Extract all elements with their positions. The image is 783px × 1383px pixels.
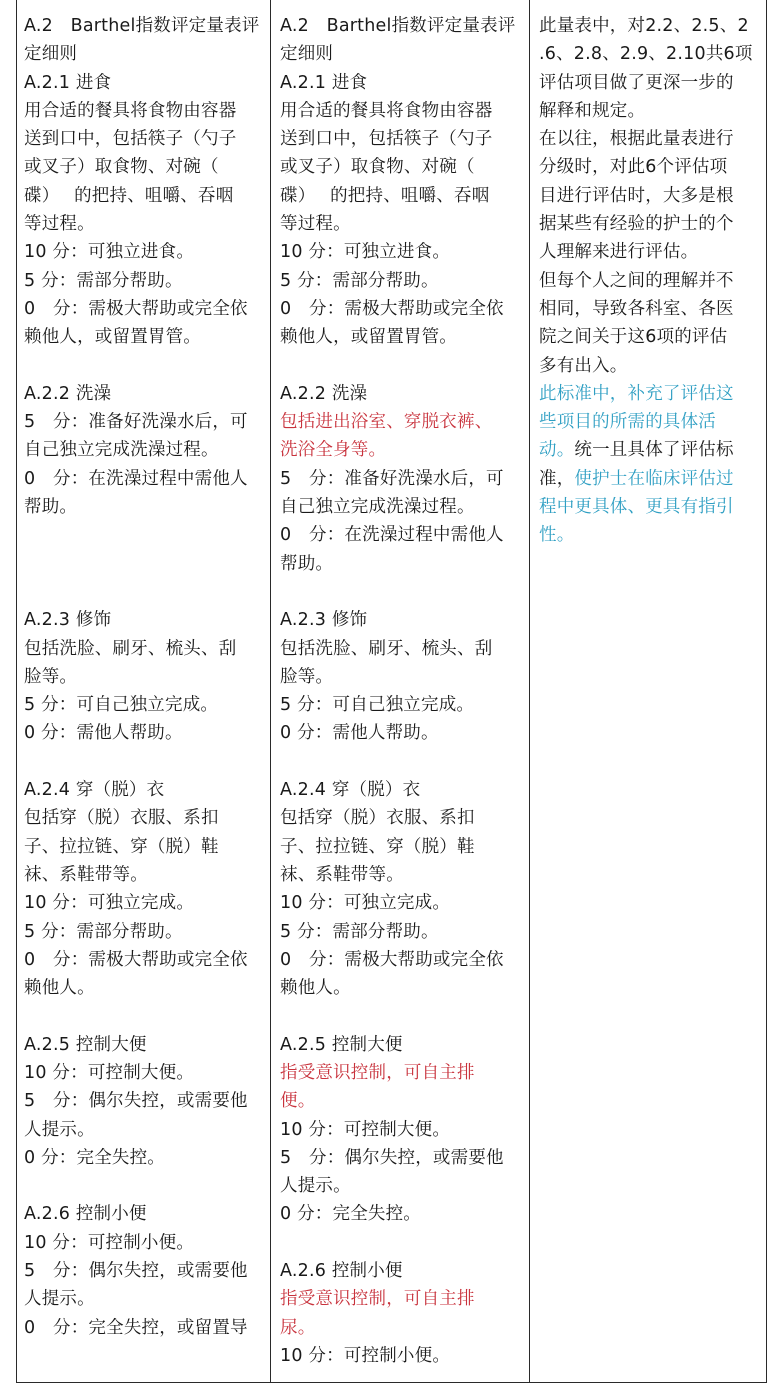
score-line: 10 分：可控制小便。 <box>280 1345 451 1366</box>
item-heading-bowel: A.2.5 控制大便 <box>24 1034 147 1055</box>
text-line: 帮助。 <box>280 553 334 574</box>
score-line: 10 分：可控制小便。 <box>24 1232 195 1253</box>
score-line: 0 分：需极大帮助或完全依 <box>24 298 248 319</box>
text-line: 人提示。 <box>280 1176 351 1197</box>
text-line: 帮助。 <box>24 497 78 518</box>
score-line: 0 分：需极大帮助或完全依 <box>280 298 504 319</box>
text-line: 或叉子）取食物、对碗（ <box>24 157 219 178</box>
highlight-fragment: 动。 <box>539 440 575 461</box>
text-line: 赖他人，或留置胃管。 <box>24 327 201 348</box>
score-line: 5 分：准备好洗澡水后，可 <box>280 468 504 489</box>
text-line: 自己独立完成洗澡过程。 <box>280 497 475 518</box>
comment-line: 多有出入。 <box>539 355 628 376</box>
score-line: 10 分：可独立进食。 <box>280 242 451 263</box>
item-heading-dressing: A.2.4 穿（脱）衣 <box>280 780 421 801</box>
text-line: 用合适的餐具将食物由容器 <box>280 100 493 121</box>
mixed-line <box>539 436 765 464</box>
text-line: 赖他人。 <box>280 978 351 999</box>
highlight-fragment: 使护士在临床评估过 <box>574 468 734 489</box>
item-heading-grooming: A.2.3 修饰 <box>24 610 112 631</box>
score-line: 10 分：可控制大便。 <box>24 1062 195 1083</box>
text-line: 脸等。 <box>24 666 78 687</box>
column-original <box>24 12 268 1342</box>
item-heading-dressing: A.2.4 穿（脱）衣 <box>24 780 165 801</box>
text-line: 包括洗脸、刷牙、梳头、刮 <box>280 638 493 659</box>
table-border-divider-1 <box>270 0 271 1383</box>
added-definition: 指受意识控制，可自主排 <box>280 1289 475 1310</box>
highlight-line: 程中更具体、更具有指引 <box>539 497 734 518</box>
score-line: 0 分：需他人帮助。 <box>24 723 183 744</box>
comment-line: 分级时，对此6个评估项 <box>539 157 728 178</box>
text-line: 等过程。 <box>24 214 95 235</box>
score-line: 5 分：需部分帮助。 <box>280 921 439 942</box>
text-line: 自己独立完成洗澡过程。 <box>24 440 219 461</box>
score-line: 0 分：完全失控，或留置导 <box>24 1317 248 1338</box>
score-line: 0 分：在洗澡过程中需他人 <box>280 525 504 546</box>
text-line: 定细则 <box>280 44 334 65</box>
section-heading: A.2 Barthel指数评定量表评 <box>280 16 516 36</box>
text-line: 用合适的餐具将食物由容器 <box>24 100 237 121</box>
text-line: 送到口中，包括筷子（勺子 <box>24 129 237 150</box>
text-line: 子、拉拉链、穿（脱）鞋 <box>24 836 219 857</box>
text-line: 袜、系鞋带等。 <box>280 864 404 885</box>
item-heading-grooming: A.2.3 修饰 <box>280 610 368 631</box>
score-line: 5 分：需部分帮助。 <box>280 270 439 291</box>
added-definition: 指受意识控制，可自主排 <box>280 1062 475 1083</box>
score-line: 0 分：需极大帮助或完全依 <box>24 949 248 970</box>
added-definition: 包括进出浴室、穿脱衣裤、 <box>280 412 493 433</box>
column-commentary <box>539 12 765 550</box>
item-heading-bowel: A.2.5 控制大便 <box>280 1034 403 1055</box>
item-heading-bathing: A.2.2 洗澡 <box>24 383 112 404</box>
text-line: 子、拉拉链、穿（脱）鞋 <box>280 836 475 857</box>
text-line: 包括洗脸、刷牙、梳头、刮 <box>24 638 237 659</box>
highlight-line: 性。 <box>539 525 575 546</box>
score-line: 10 分：可独立进食。 <box>24 242 195 263</box>
score-line: 5 分：偶尔失控，或需要他 <box>24 1261 248 1282</box>
comment-line: .6、2.8、2.9、2.10共6项 <box>539 44 753 65</box>
score-line: 5 分：可自己独立完成。 <box>24 695 219 716</box>
score-line: 5 分：需部分帮助。 <box>24 921 183 942</box>
score-line: 10 分：可控制大便。 <box>280 1119 451 1140</box>
comment-line: 评估项目做了更深一步的 <box>539 72 734 93</box>
highlight-line: 此标准中，补充了评估这 <box>539 383 734 404</box>
comment-line: 此量表中，对2.2、2.5、2 <box>539 16 749 36</box>
item-heading-bladder: A.2.6 控制小便 <box>280 1261 403 1282</box>
item-heading-feeding: A.2.1 进食 <box>24 72 112 93</box>
comment-line: 相同，导致各科室、各医 <box>539 298 734 319</box>
text-line: 袜、系鞋带等。 <box>24 864 148 885</box>
score-line: 10 分：可独立完成。 <box>24 893 195 914</box>
added-definition: 便。 <box>280 1091 316 1112</box>
text-line: 赖他人。 <box>24 978 95 999</box>
comment-line: 据某些有经验的护士的个 <box>539 214 734 235</box>
added-definition: 尿。 <box>280 1317 316 1338</box>
score-line: 10 分：可独立完成。 <box>280 893 451 914</box>
text-line: 等过程。 <box>280 214 351 235</box>
text-line: 送到口中，包括筷子（勺子 <box>280 129 493 150</box>
score-line: 5 分：偶尔失控，或需要他 <box>24 1091 248 1112</box>
text-line: 赖他人，或留置胃管。 <box>280 327 457 348</box>
mixed-line <box>539 465 765 493</box>
text-line: 碟） 的把持、咀嚼、吞咽 <box>280 185 490 206</box>
added-definition: 洗浴全身等。 <box>280 440 387 461</box>
score-line: 0 分：完全失控。 <box>24 1147 165 1168</box>
score-line: 0 分：需极大帮助或完全依 <box>280 949 504 970</box>
score-line: 0 分：需他人帮助。 <box>280 723 439 744</box>
text-line: 包括穿（脱）衣服、系扣 <box>24 808 219 829</box>
text-line: 碟） 的把持、咀嚼、吞咽 <box>24 185 234 206</box>
text-line: 定细则 <box>24 44 78 65</box>
score-line: 0 分：在洗澡过程中需他人 <box>24 468 248 489</box>
section-heading: A.2 Barthel指数评定量表评 <box>24 16 260 36</box>
comment-line: 但每个人之间的理解并不 <box>539 270 734 291</box>
highlight-line: 些项目的所需的具体活 <box>539 412 716 433</box>
text-line: 脸等。 <box>280 666 334 687</box>
score-line: 0 分：完全失控。 <box>280 1204 421 1225</box>
table-border-left <box>16 0 17 1383</box>
item-heading-bladder: A.2.6 控制小便 <box>24 1204 147 1225</box>
text-line: 人提示。 <box>24 1289 95 1310</box>
table-border-right <box>766 0 767 1383</box>
column-revised <box>280 12 526 1370</box>
text-line: 人提示。 <box>24 1119 95 1140</box>
comment-fragment: 统一且具体了评估标 <box>574 440 734 461</box>
item-heading-bathing: A.2.2 洗澡 <box>280 383 368 404</box>
comment-line: 目进行评估时，大多是根 <box>539 185 734 206</box>
item-heading-feeding: A.2.1 进食 <box>280 72 368 93</box>
score-line: 5 分：准备好洗澡水后，可 <box>24 412 248 433</box>
text-line: 或叉子）取食物、对碗（ <box>280 157 475 178</box>
text-line: 包括穿（脱）衣服、系扣 <box>280 808 475 829</box>
comment-line: 院之间关于这6项的评估 <box>539 327 728 348</box>
comment-line: 在以往，根据此量表进行 <box>539 129 734 150</box>
comment-line: 解释和规定。 <box>539 100 646 121</box>
score-line: 5 分：可自己独立完成。 <box>280 695 475 716</box>
comment-line: 人理解来进行评估。 <box>539 242 699 263</box>
score-line: 5 分：偶尔失控，或需要他 <box>280 1147 504 1168</box>
comment-fragment: 准， <box>539 468 575 489</box>
score-line: 5 分：需部分帮助。 <box>24 270 183 291</box>
table-border-divider-2 <box>529 0 530 1383</box>
